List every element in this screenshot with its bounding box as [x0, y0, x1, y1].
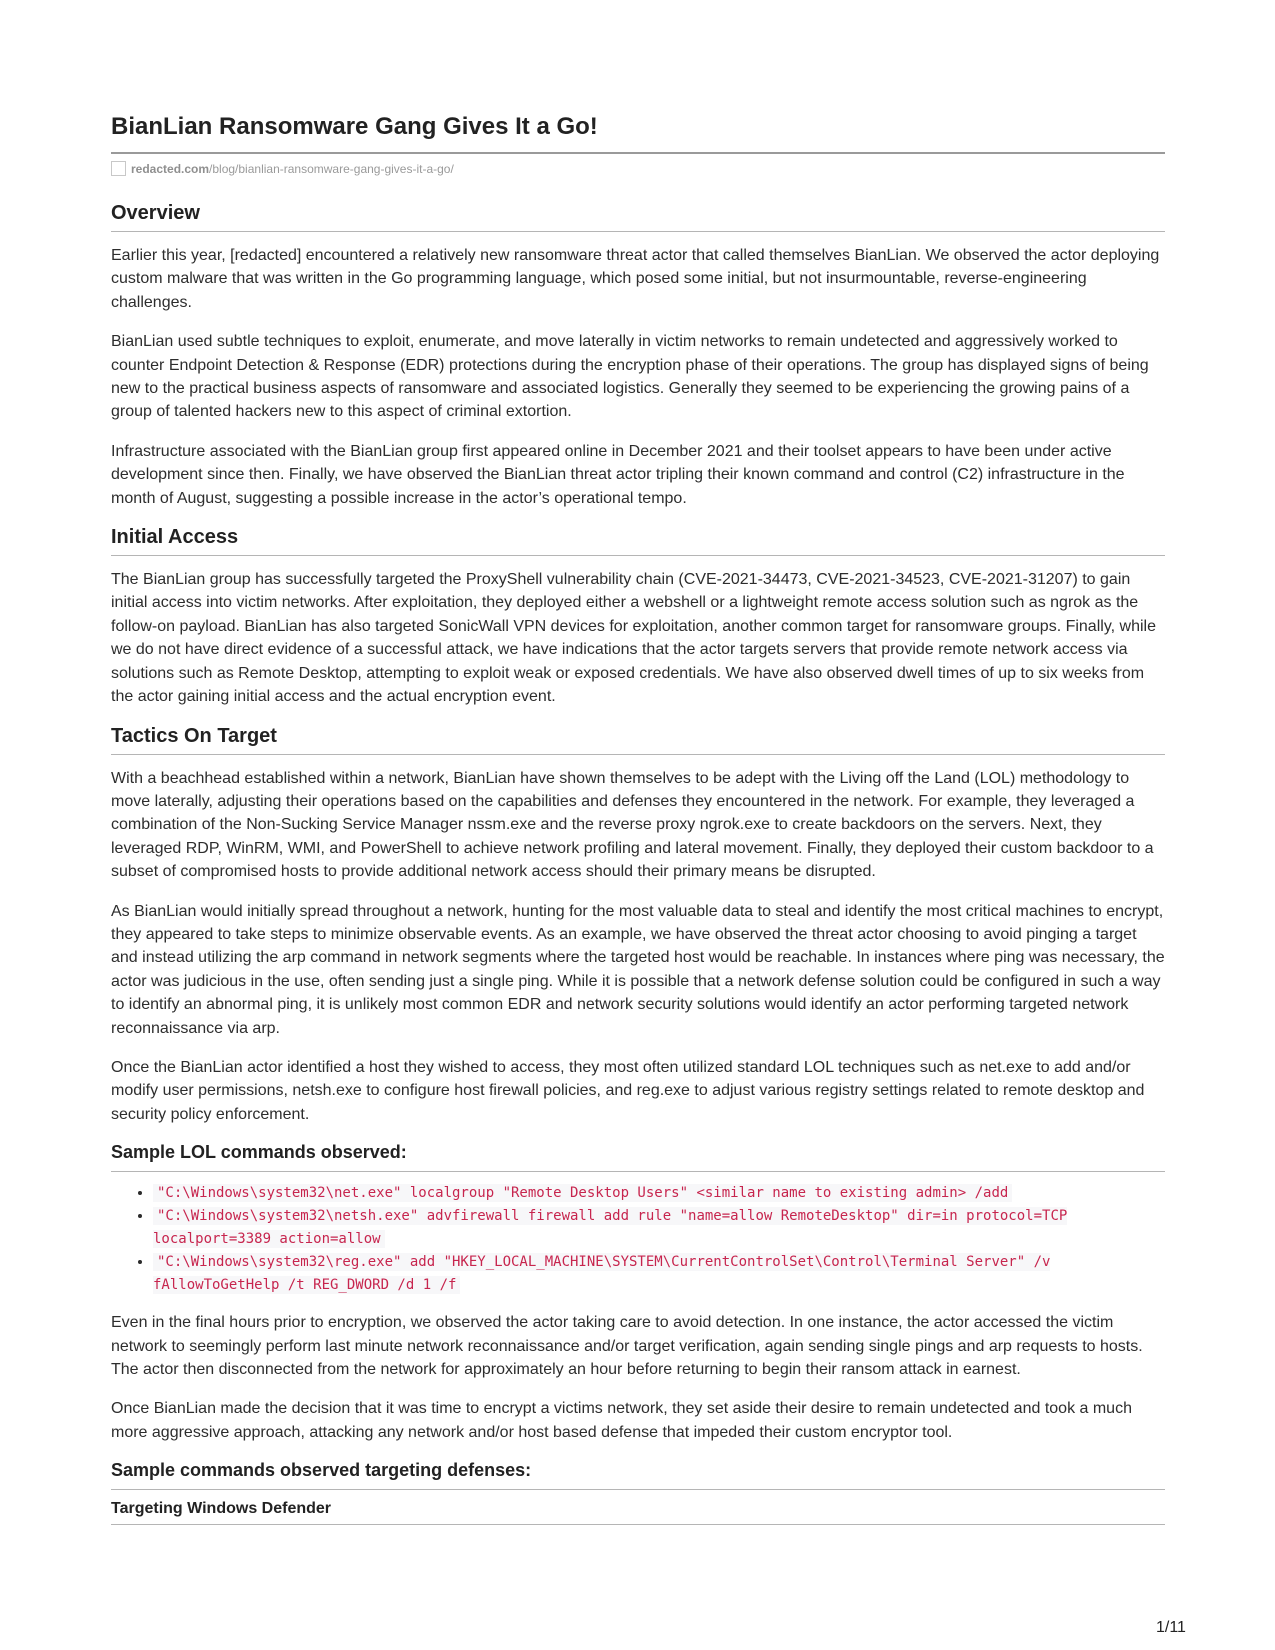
- article-body: [111, 202, 1165, 1525]
- heading-overview: Overview: [111, 202, 1165, 232]
- heading-initial-access: Initial Access: [111, 526, 1165, 556]
- url-path: /blog/bianlian-ransomware-gang-gives-it-a-go/: [209, 161, 454, 176]
- paragraph: Infrastructure associated with the BianLian group first appeared online in December 2021 and their toolset appears to have been under active development since then. Finally, we have observed the BianLian threat actor tripling their known command and control (C2) infrastructure in the month of August, suggesting a possible increase in the actor’s operational tempo.: [111, 442, 1125, 507]
- paragraph: Once BianLian made the decision that it was time to encrypt a victims network, they set aside their desire to remain undetected and took a much more aggressive approach, attacking any network and/or host based defense that impeded their custom encryptor tool.: [111, 1400, 1132, 1441]
- heading-tactics: Tactics On Target: [111, 725, 1165, 755]
- paragraph: Earlier this year, [redacted] encountered a relatively new ransomware threat actor that called themselves BianLian. We observed the actor deploying custom malware that was written in the Go programming language, which posed some initial, but not insurmountable, reverse-engineering challenges.: [111, 247, 1160, 311]
- command-code: "C:\Windows\system32\reg.exe" add "HKEY_LOCAL_MACHINE\SYSTEM\CurrentControlSet\Control\Terminal Server" /v fAllowToGetHelp /t REG_DWORD /d 1 /f: [153, 1254, 1051, 1294]
- paragraph: Even in the final hours prior to encryption, we observed the actor taking care to avoid detection. In one instance, the actor accessed the victim network to seemingly perform last minute network reconnaissance and/or target verification, again sending single pings and arp requests to hosts. The actor then disconnected from the network for approximately an hour before returning to begin their ransom attack in earnest.: [111, 1314, 1143, 1378]
- paragraph: The BianLian group has successfully targeted the ProxyShell vulnerability chain (CVE-2021-34473, CVE-2021-34523, CVE-2021-31207) to gain initial access into victim networks. After exploitation, they deployed either a webshell or a lightweight remote access solution such as ngrok as the follow-on payload. BianLian has also targeted SonicWall VPN devices for exploitation, another common target for ransomware groups. Finally, while we do not have direct evidence of a successful attack, we have indications that the actor targets servers that provide remote network access via solutions such as Remote Desktop, attempting to exploit weak or exposed credentials. We have also observed dwell times of up to six weeks from the actor gaining initial access and the actual encryption event.: [111, 571, 1156, 706]
- url-domain: redacted.com: [131, 161, 210, 176]
- title-divider: [111, 152, 1165, 154]
- list-item: [153, 1251, 1165, 1297]
- page-number: 1/11: [1156, 1619, 1186, 1636]
- page-title: BianLian Ransomware Gang Gives It a Go!: [111, 113, 598, 140]
- source-url[interactable]: [111, 160, 454, 177]
- command-code: "C:\Windows\system32\net.exe" localgroup "Remote Desktop Users" <similar name to existing admin> /add: [153, 1184, 1012, 1202]
- list-item: [153, 1205, 1165, 1251]
- command-code: "C:\Windows\system32\netsh.exe" advfirewall firewall add rule "name=allow RemoteDesktop" dir=in protocol=TCP localport=3389 action=allow: [153, 1208, 1068, 1248]
- paragraph: As BianLian would initially spread throughout a network, hunting for the most valuable data to steal and identify the most critical machines to encrypt, they appeared to take steps to minimize observable events. As an example, we have observed the threat actor choosing to avoid pinging a target and instead utilizing the arp command in network segments where the targeted host would be reachable. In instances where ping was necessary, the actor was judicious in the use, often sending just a single ping. While it is possible that a network defense solution could be configured in such a way to identify an abnormal ping, it is unlikely most common EDR and network security solutions would identify an actor performing targeted network reconnaissance via arp.: [111, 902, 1165, 1037]
- command-list: [111, 1182, 1165, 1297]
- paragraph: BianLian used subtle techniques to exploit, enumerate, and move laterally in victim networks to remain undetected and aggressively worked to counter Endpoint Detection & Response (EDR) protections during the encryption phase of their operations. The group has displayed signs of being new to the practical business aspects of ransomware and associated logistics. Generally they seemed to be experiencing the growing pains of a group of talented hackers new to this aspect of criminal extortion.: [111, 333, 1149, 421]
- list-item: [153, 1182, 1165, 1205]
- subheading-windows-defender: Targeting Windows Defender: [111, 1500, 1165, 1525]
- page-icon: [111, 161, 126, 176]
- heading-lol-commands: Sample LOL commands observed:: [111, 1142, 1165, 1172]
- heading-defense-commands: Sample commands observed targeting defenses:: [111, 1460, 1165, 1490]
- paragraph: Once the BianLian actor identified a host they wished to access, they most often utilized standard LOL techniques such as net.exe to add and/or modify user permissions, netsh.exe to configure host firewall policies, and reg.exe to adjust various registry settings related to remote desktop and security policy enforcement.: [111, 1058, 1145, 1123]
- paragraph: With a beachhead established within a network, BianLian have shown themselves to be adept with the Living off the Land (LOL) methodology to move laterally, adjusting their operations based on the capabilities and defenses they encountered in the network. For example, they leveraged a combination of the Non-Sucking Service Manager nssm.exe and the reverse proxy ngrok.exe to create backdoors on the servers. Next, they leveraged RDP, WinRM, WMI, and PowerShell to achieve network profiling and lateral movement. Finally, they deployed their custom backdoor to a subset of compromised hosts to provide additional network access should their primary means be disrupted.: [111, 769, 1154, 881]
